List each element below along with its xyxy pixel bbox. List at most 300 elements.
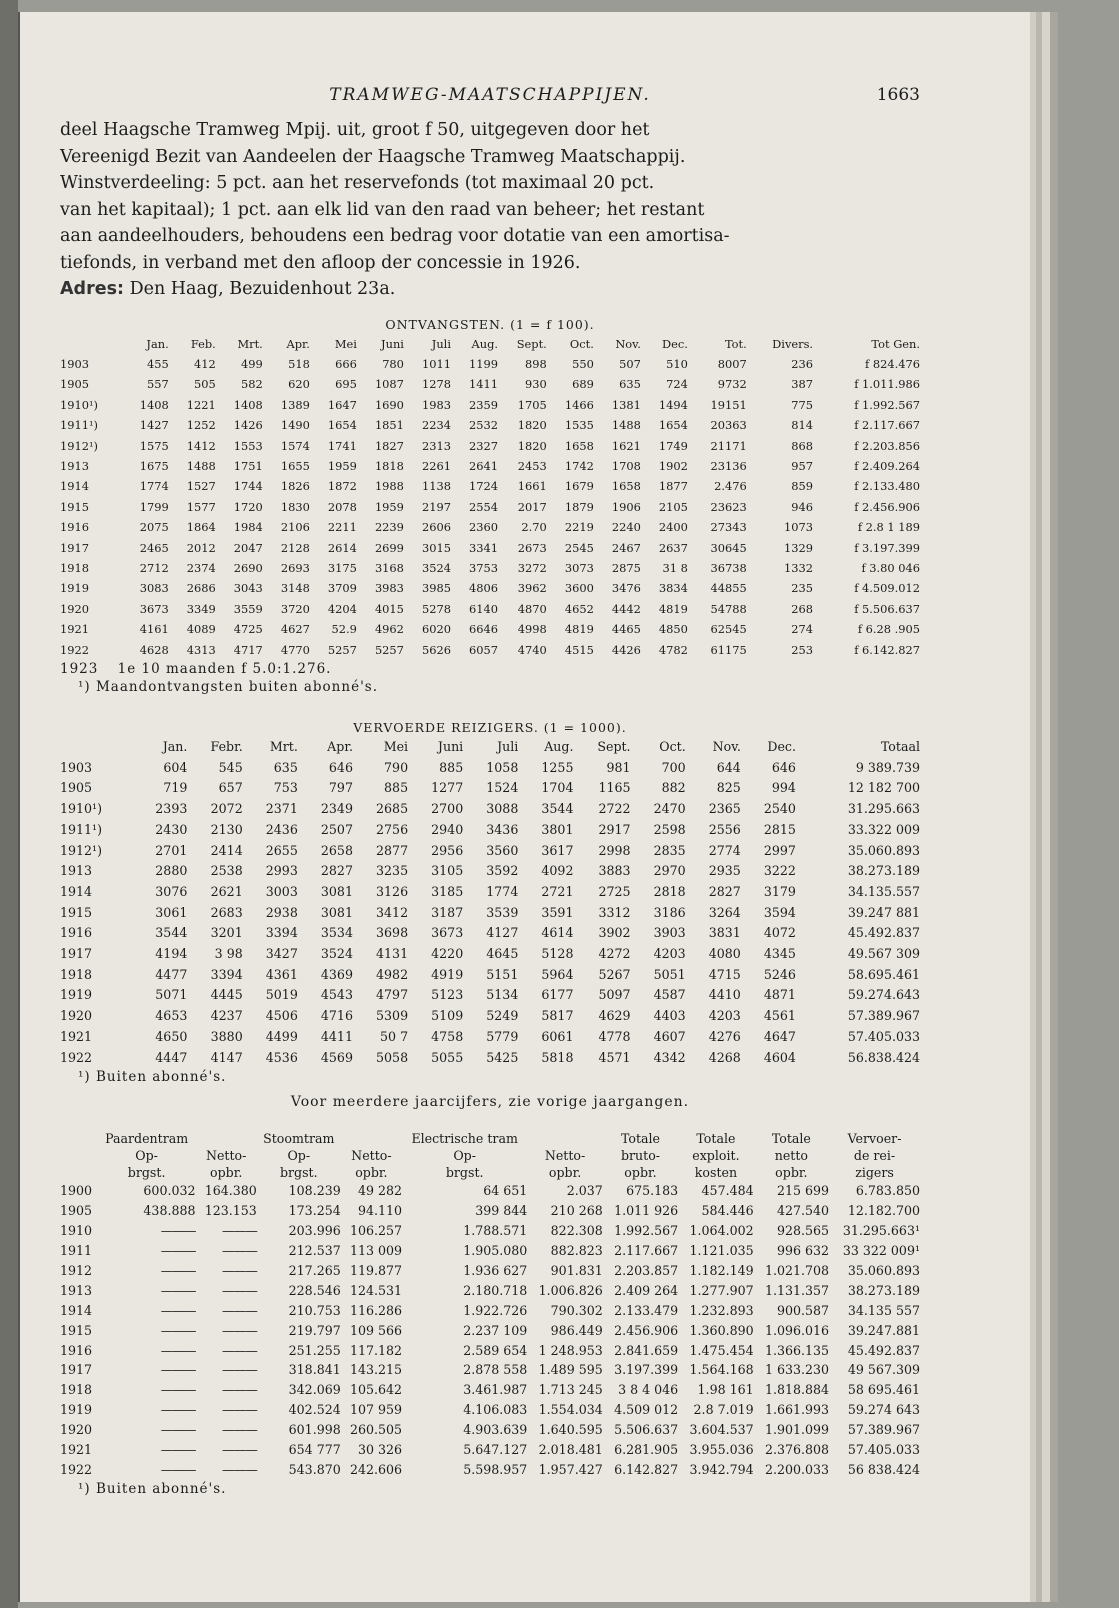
table-cell: 3081 [320,904,353,920]
table-cell: 3476 [611,581,641,596]
table-cell: 438.888 [143,1203,196,1219]
table-cell: 4653 [155,1008,188,1024]
table-cell: 859 [791,479,814,494]
table-cell: 217.265 [288,1262,341,1278]
table-cell: 1.489 595 [538,1362,603,1378]
column-header: de rei- [853,1148,896,1164]
table-row [60,415,920,435]
row-year: 1911¹) [60,821,103,837]
table-cell: 123.153 [204,1203,257,1219]
table-cell: 1073 [784,520,814,535]
table-cell: 814 [791,418,814,433]
table-cell: 1774 [486,883,519,899]
address-label: Adres: [60,279,124,299]
table-cell: 1577 [186,499,216,514]
table-cell: f 2.133.480 [854,479,920,494]
table-cell: 2.018.481 [538,1442,603,1458]
table-cell: 775 [791,397,814,412]
table-cell: 58 695.461 [847,1382,920,1398]
table-cell: 35.060.893 [847,1262,920,1278]
table-cell: 1647 [327,397,357,412]
table-cell: 1408 [139,397,169,412]
row-year: 1914 [60,479,89,494]
row-year: 1912 [60,1262,93,1278]
table-row [60,778,920,799]
table-cell: 646 [771,759,796,775]
table-cell: ——— [222,1461,257,1477]
column-header: bruto- [620,1148,661,1164]
ontvangsten-table [60,334,920,661]
table-cell: 4569 [320,1049,353,1065]
table-cell: 6.142.827 [614,1461,679,1477]
table-cell: 6061 [541,1028,574,1044]
row-year: 1910 [60,1223,93,1239]
table-cell: 1278 [421,377,451,392]
table-cell: 1.98 161 [697,1382,754,1398]
table-cell: 56 838.424 [847,1461,920,1477]
table-cell: 6177 [541,987,574,1003]
table-cell: 1983 [421,397,451,412]
table-cell: 31 8 [662,560,688,575]
table-cell: 4127 [486,925,519,941]
table-cell: 1165 [598,780,631,796]
row-year: 1920 [60,1008,93,1024]
column-header: Oct. [659,739,686,754]
table-cell: 1.131.357 [764,1282,830,1298]
column-header [60,737,132,758]
table-cell: 2240 [611,520,641,535]
table-cell: 1661 [517,479,547,494]
column-header: Totaal [880,739,920,754]
table-cell: 797 [328,780,353,796]
table-cell: 1329 [784,540,814,555]
table-cell: 5257 [327,642,357,657]
table-cell: 21171 [710,438,747,453]
table-cell: 3061 [155,904,188,920]
table-cell: 1655 [280,458,310,473]
table-cell: 1.936 627 [463,1262,528,1278]
table-cell: 412 [194,356,216,371]
column-header: Apr. [327,739,353,754]
table-cell: 2.8 7.019 [693,1402,754,1418]
table-cell: 2683 [210,904,243,920]
table-cell: 4515 [564,642,594,657]
table-cell: 4806 [469,581,499,596]
table-cell: 4447 [155,1049,188,1065]
table-cell: 4369 [320,966,353,982]
table-cell: 2.878 558 [463,1362,528,1378]
table-cell: 946 [791,499,814,514]
row-year: 1905 [60,377,89,392]
table-cell: 901.831 [550,1262,603,1278]
table-cell: 4237 [210,1008,243,1024]
table-cell: 455 [146,356,169,371]
row-year: 1912¹) [60,438,98,453]
table-cell: 4203 [653,946,686,962]
table-cell: ——— [160,1242,196,1258]
table-cell: ——— [222,1322,257,1338]
column-header: Vervoer- [847,1131,902,1147]
row-year: 1903 [60,356,89,371]
table-cell: 3902 [598,925,631,941]
table-row [60,558,920,578]
table-cell: 981 [606,759,631,775]
table-row [60,965,920,986]
table-row [60,1301,920,1321]
table-cell: 6140 [469,601,499,616]
table-cell: 1.661.993 [764,1402,830,1418]
table-cell: 3003 [265,883,298,899]
table-cell: 1389 [280,397,310,412]
table-cell: 4442 [611,601,641,616]
body-paragraph [60,117,920,303]
column-header: Op- [135,1148,158,1164]
table-cell: 4131 [376,946,409,962]
table-cell: 1742 [564,458,594,473]
table-cell: 2470 [653,801,686,817]
table-cell: 4015 [374,601,404,616]
column-header: Sept. [597,739,631,754]
table-cell: 1427 [139,418,169,433]
table-cell: 2993 [265,863,298,879]
table-cell: 2712 [139,560,169,575]
table-cell: 2556 [708,821,741,837]
table-cell: 2554 [469,499,499,514]
table-cell: 675.183 [626,1183,679,1199]
table-cell: 1654 [658,418,688,433]
table-cell: 1408 [233,397,263,412]
row-year: 1912¹) [60,842,103,858]
table-cell: 1.475.454 [689,1342,754,1358]
table-cell: 3394 [265,925,298,941]
table-cell: 1 248.953 [538,1342,603,1358]
table-cell: 215 699 [776,1183,830,1199]
table-cell: 930 [525,377,547,392]
table-cell: 164.380 [204,1183,257,1199]
table-cell: 885 [384,780,409,796]
table-cell: 4871 [763,987,796,1003]
table-cell: 822.308 [550,1223,603,1239]
table-cell: 30645 [710,540,747,555]
table-cell: 1.366.135 [764,1342,830,1358]
table-cell: 3412 [376,904,409,920]
table-cell: f 1.992.567 [854,397,920,412]
table-cell: 4536 [265,1049,298,1065]
row-year: 1918 [60,560,89,575]
table-cell: 518 [288,356,310,371]
table-cell: 2234 [421,418,451,433]
table-cell: 5779 [486,1028,519,1044]
table-cell: 868 [791,438,814,453]
table-cell: 4778 [598,1028,631,1044]
table-cell: 3524 [320,946,353,962]
table-cell: 1087 [374,377,404,392]
table-cell: 1.905.080 [463,1242,528,1258]
table-row [60,374,920,394]
table-cell: 1820 [517,438,547,453]
table-cell: 38.273.189 [847,1282,920,1298]
table-cell: 4870 [517,601,547,616]
table-cell: 1959 [327,458,357,473]
table-cell: 928.565 [776,1223,830,1239]
row-year: 1919 [60,1402,93,1418]
table-cell: 260.505 [349,1422,403,1438]
row-year: 1918 [60,966,93,982]
ontvangsten-last-row [60,660,920,678]
table-cell: 4962 [374,622,404,637]
table-cell: 601.998 [288,1422,341,1438]
table-cell: 3594 [763,904,796,920]
table-cell: 6057 [469,642,499,657]
table-cell: 2261 [421,458,451,473]
table-row [60,1181,920,1201]
table-row [60,799,920,820]
table-cell: 5818 [541,1049,574,1065]
table-cell: 2465 [139,540,169,555]
table-cell: 1675 [139,458,169,473]
table-header-row [60,1130,920,1147]
table-cell: 2393 [155,801,188,817]
table-cell: 5058 [376,1049,409,1065]
table-cell: 4717 [233,642,263,657]
table-cell: 402.524 [288,1402,341,1418]
table-row [60,395,920,415]
table-cell: 4506 [265,1008,298,1024]
table-cell: 1959 [374,499,404,514]
table-row [60,820,920,841]
row-year: 1915 [60,904,93,920]
table-cell: 882.823 [550,1242,603,1258]
table-row [60,1027,920,1048]
table-cell: 274 [791,622,814,637]
table-cell: 9 389.739 [855,759,920,775]
table-cell: 2938 [265,904,298,920]
row-year: 1905 [60,1203,93,1219]
table-row [60,1400,920,1420]
table-cell: 3539 [486,904,519,920]
table-cell: 30 326 [357,1442,403,1458]
table-cell: 4477 [155,966,188,982]
table-cell: 2815 [763,821,796,837]
row-year: 1913 [60,1282,93,1298]
table-cell: 790 [384,759,409,775]
table-cell: f 2.203.856 [854,438,920,453]
table-cell: 20363 [710,418,747,433]
running-header [60,85,920,117]
table-cell: 173.254 [288,1203,341,1219]
body-line: van het kapitaal); 1 pct. aan elk lid van den raad van beheer; het restant [60,199,705,220]
table-cell: 1.788.571 [463,1223,528,1239]
table-cell: 4203 [708,1008,741,1024]
table-cell: 3560 [486,842,519,858]
exploitatie-table [60,1130,920,1480]
table-cell: 4276 [708,1028,741,1044]
table-cell: 1705 [517,397,547,412]
table-cell: 780 [382,356,404,371]
column-header: Jan. [162,739,188,754]
column-header: Febr. [210,739,243,754]
table-cell: 4465 [611,622,641,637]
row-year: 1903 [60,759,93,775]
table-row [60,985,920,1006]
table-cell: 3186 [653,904,686,920]
table-cell: 1.901.099 [764,1422,830,1438]
table-cell: ——— [222,1342,257,1358]
table-cell: 3617 [541,842,574,858]
table-cell: 23136 [710,458,747,473]
column-header: Totale [620,1131,661,1147]
table-cell: 1744 [233,479,263,494]
column-header [60,1164,98,1181]
table-cell: 4614 [541,925,574,941]
table-cell: 427.540 [776,1203,830,1219]
row-year: 1922 [60,1461,93,1477]
table-cell: 4628 [139,642,169,657]
table-cell: 6.281.905 [614,1442,679,1458]
table-cell: 2917 [598,821,631,837]
table-cell: 5128 [541,946,574,962]
table-cell: 1877 [658,479,688,494]
table-cell: ——— [222,1262,257,1278]
column-header: Op- [287,1148,311,1164]
table-cell: 57.389.967 [847,1422,920,1438]
table-cell: ——— [222,1442,257,1458]
table-cell: 457.484 [701,1183,754,1199]
table-cell: f 824.476 [865,356,920,371]
column-header: netto [774,1148,808,1164]
table-cell: 2658 [320,842,353,858]
table-cell: 35.060.893 [847,842,920,858]
table-cell: 4080 [708,946,741,962]
table-cell: 1412 [186,438,216,453]
table-cell: 5123 [431,987,464,1003]
table-cell: 1.554.034 [538,1402,603,1418]
table-cell: 3272 [517,560,547,575]
table-cell: 2017 [517,499,547,514]
table-cell: 1.640.595 [538,1422,603,1438]
table-row [60,436,920,456]
table-cell: 242.606 [349,1461,403,1477]
address-text: Den Haag, Bezuidenhout 23a. [129,279,396,299]
page-content [60,85,920,1498]
table-cell: 2693 [280,560,310,575]
table-cell: ——— [160,1461,196,1477]
table-cell: 2.409 264 [614,1282,679,1298]
column-header: opbr. [775,1165,808,1181]
table-cell: 3148 [280,581,310,596]
table-row [60,1201,920,1221]
table-row [60,1440,920,1460]
table-cell: 1.011 926 [614,1203,679,1219]
row-year: 1910¹) [60,801,103,817]
table-cell: 109 566 [349,1322,403,1338]
table-cell: 2532 [469,418,499,433]
table-cell: 1.064.002 [689,1223,754,1239]
table-cell: 4715 [708,966,741,982]
body-line: aan aandeelhouders, behoudens een bedrag voor dotatie van een amortisa- [60,226,730,246]
table-cell: 2880 [155,863,188,879]
table-cell: ——— [160,1223,196,1239]
table-cell: 1221 [186,397,216,412]
table-row [60,354,920,374]
table-cell: 5425 [486,1049,519,1065]
column-header: kosten [694,1165,738,1181]
table-cell: 219.797 [288,1322,341,1338]
table-cell: 2538 [210,863,243,879]
column-header: Nov. [615,336,641,351]
table-cell: 236 [791,356,814,371]
table-cell: 2.203.857 [614,1262,679,1278]
table-cell: ——— [222,1402,257,1418]
table-cell: 4361 [265,966,298,982]
table-cell: 4426 [611,642,641,657]
table-cell: 1827 [374,438,404,453]
table-cell: 4268 [708,1049,741,1065]
table-cell: 4092 [541,863,574,879]
row-year: 1911 [60,1242,93,1258]
table-cell: 2.237 109 [463,1322,528,1338]
table-cell: 657 [218,780,243,796]
table-cell: 3544 [155,925,188,941]
table-cell: 2614 [327,540,357,555]
table-cell: 2598 [653,821,686,837]
table-cell: 4797 [376,987,409,1003]
table-cell: 1774 [139,479,169,494]
row-year: 1916 [60,520,89,535]
table-cell: 1.992.567 [614,1223,679,1239]
table-cell: 2012 [186,540,216,555]
table-cell: 3175 [327,560,357,575]
column-header [60,1130,98,1147]
table-row [60,944,920,965]
table-cell: 34.135.557 [847,883,920,899]
row-year: 1910¹) [60,397,98,412]
table-cell: 2.180.718 [463,1282,528,1298]
table-cell: 50 7 [380,1028,409,1044]
table-cell: 2.841.659 [614,1342,679,1358]
table-cell: 4345 [763,946,796,962]
table-cell: 4220 [431,946,464,962]
table-cell: f 6.28 .905 [857,622,920,637]
table-cell: 1011 [421,356,451,371]
table-cell: 3709 [327,581,357,596]
table-cell: 5.647.127 [463,1442,528,1458]
table-row [60,640,920,660]
table-cell: 996 632 [776,1242,830,1258]
table-cell: 2.117.667 [614,1242,679,1258]
table-cell: 3073 [564,560,594,575]
table-cell: 2721 [541,883,574,899]
table-cell: 3.461.987 [463,1382,528,1398]
table-cell: 635 [619,377,641,392]
table-cell: 4819 [564,622,594,637]
column-header: Aug. [471,336,499,351]
column-header: zigers [855,1165,894,1181]
table-cell: 1488 [611,418,641,433]
row-year: 1921 [60,622,89,637]
table-cell: ——— [222,1223,257,1239]
table-cell: 2997 [763,842,796,858]
table-cell: 106.257 [349,1223,403,1239]
table-cell: ——— [222,1362,257,1378]
column-header: Oct. [569,336,594,351]
table-cell: 2877 [376,842,409,858]
table-cell: 2075 [139,520,169,535]
table-cell: 4647 [763,1028,796,1044]
table-cell: 3673 [431,925,464,941]
table-cell: 620 [288,377,310,392]
table-cell: 1.360.890 [689,1322,754,1338]
